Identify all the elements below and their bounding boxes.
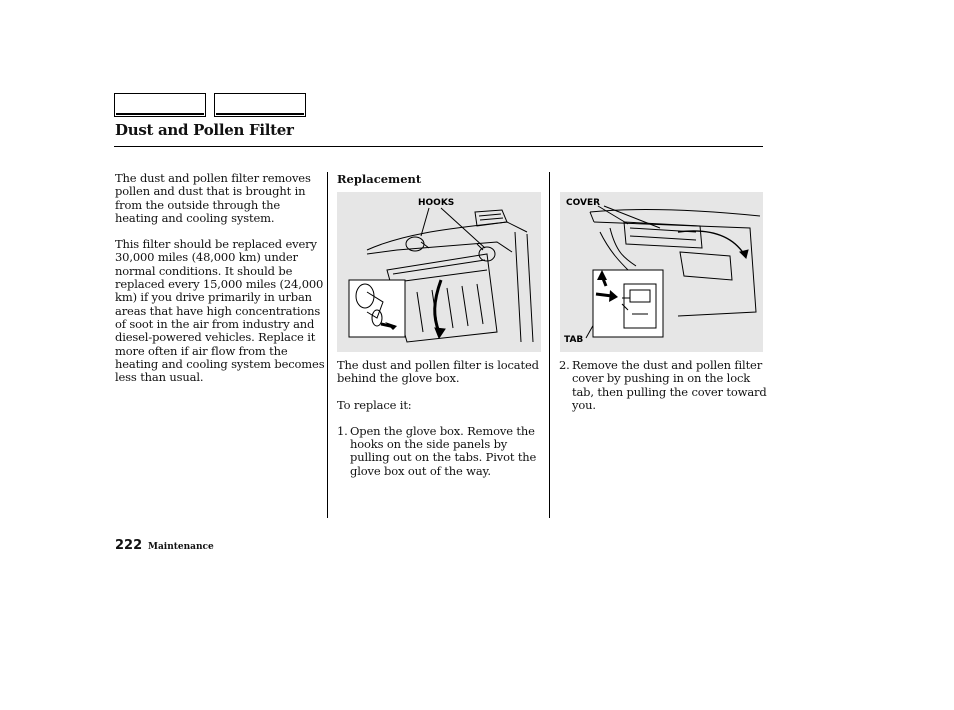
filter-cover-drawing [560,192,763,352]
header-tab-box-left [114,93,206,117]
to-replace-paragraph: To replace it: [337,397,412,412]
replacement-heading: Replacement [337,172,422,186]
hooks-label: HOOKS [418,198,455,208]
column-divider-1 [327,172,328,518]
step-2-text: Remove the dust and pollen filter cover by pushing in on the lock tab, then pulling the cover toward you. [572,358,767,412]
cover-label: COVER [566,198,601,208]
step-1-text: Open the glove box. Remove the hooks on the side panels by pulling out on the tabs. Pivot the glove box out of the way. [350,423,537,478]
page-title: Dust and Pollen Filter [115,121,294,139]
step-2-number: 2. [559,358,570,372]
glove-box-drawing [337,192,541,352]
intro-paragraph: The dust and pollen filter removes pollen and dust that is brought in from the outside through the heating and cooling system. [115,171,311,225]
cover-column-text [559,359,767,412]
step-1-number: 1. [337,423,348,438]
replacement-column-text [337,359,543,478]
step-1 [337,425,543,478]
tab-label: TAB [564,335,584,345]
intro-column [115,172,325,384]
column-divider-2 [549,172,550,518]
step-2 [559,359,767,412]
glove-box-illustration [337,192,541,352]
header-tab-box-right [214,93,306,117]
location-paragraph: The dust and pollen filter is located behind the glove box. [337,358,539,386]
interval-paragraph: This filter should be replaced every 30,000 miles (48,000 km) under normal conditions. It should be replaced every 15,000 miles (24,000 km) if you drive primarily in urban areas that have high concentrations of soot in the air from industry and diesel-powered vehicles. Replace it more often if air flow from the heating and cooling system becomes less than usual. [115,237,325,385]
page-number: 222 [115,538,143,553]
title-rule [114,146,763,147]
section-name: Maintenance [148,542,214,552]
filter-cover-illustration [560,192,763,352]
